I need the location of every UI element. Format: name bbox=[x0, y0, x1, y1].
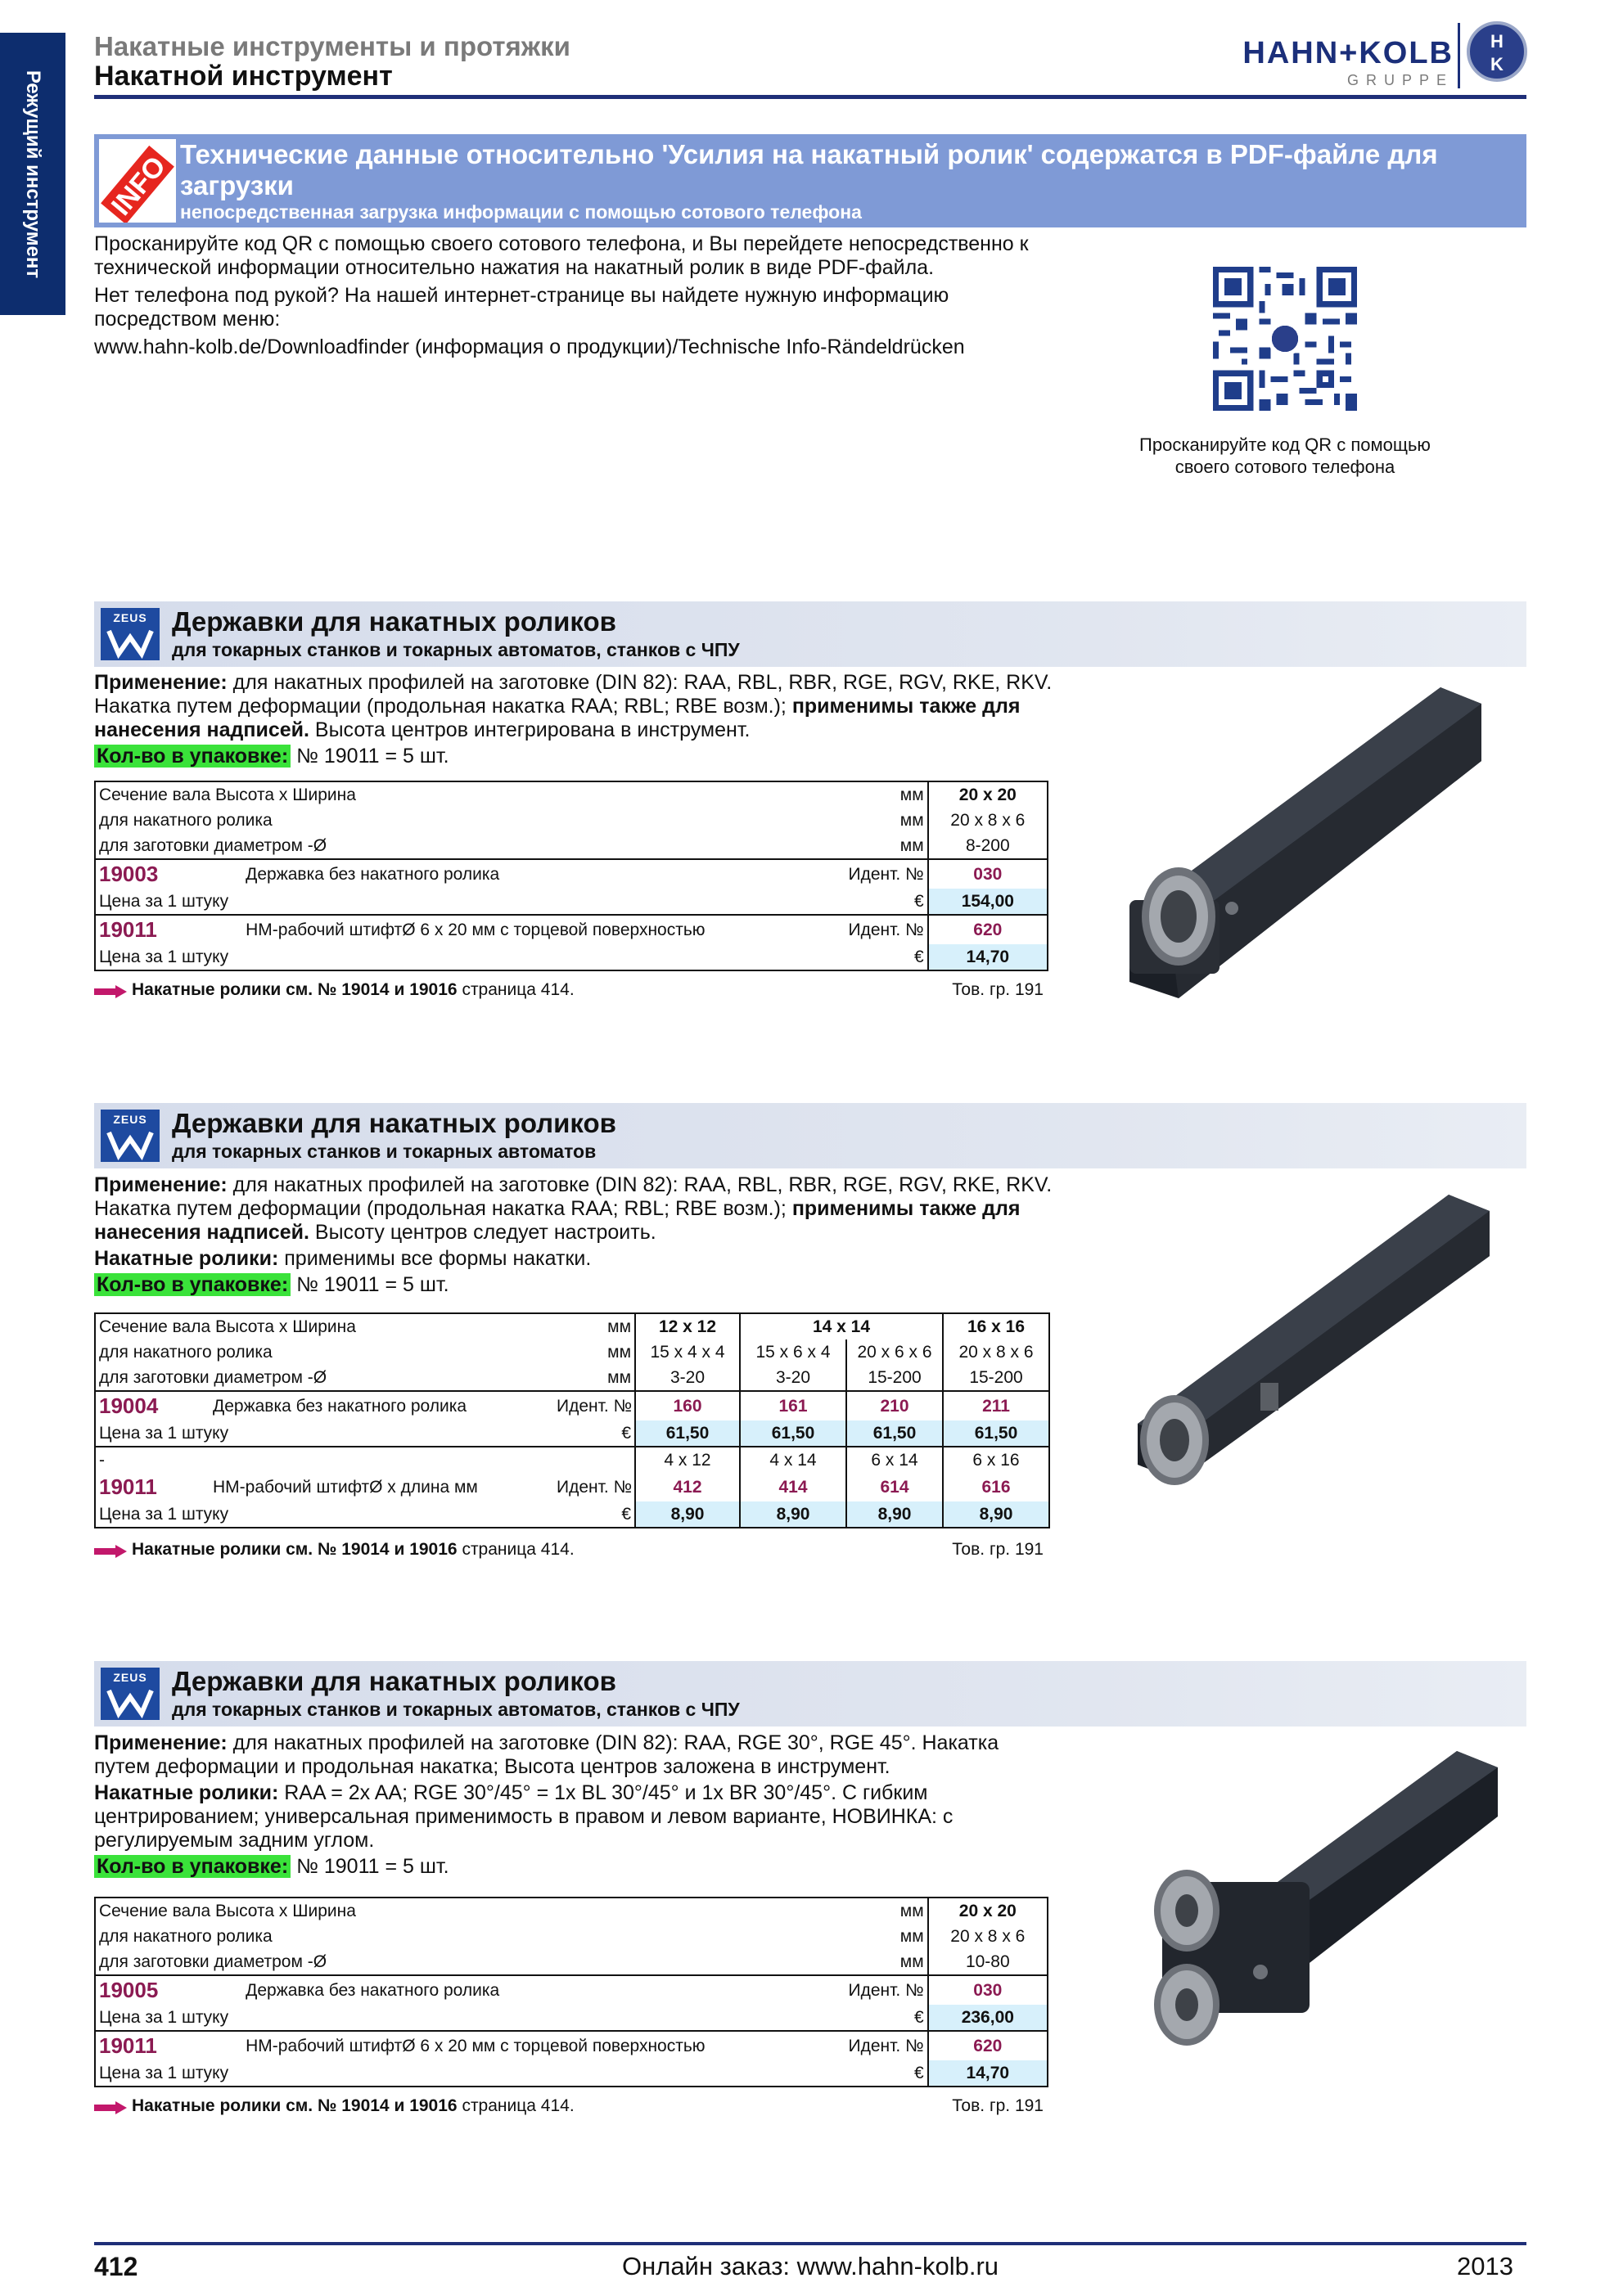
knurling-tool-image bbox=[1105, 1178, 1498, 1489]
pack-label: Кол-во в упаковке: bbox=[94, 1273, 291, 1296]
price-value: 8,90 bbox=[846, 1501, 943, 1528]
section-subtitle: для токарных станков и токарных автоматов bbox=[172, 1141, 597, 1162]
pack-text: № 19011 = 5 шт. bbox=[296, 745, 449, 768]
product-group: Тов. гр. 191 bbox=[952, 1540, 1044, 1559]
spec-value: 15 x 4 x 4 bbox=[635, 1339, 740, 1365]
pack-text: № 19011 = 5 шт. bbox=[296, 1273, 449, 1296]
application-text: для накатных профилей на заготовке (DIN 82): RAA, RBL, RBR, RGE, RGV, RKE, RKV. Накатка путем деформации (продольная накатка RAA; RBL; RBE возм.); bbox=[94, 671, 1053, 718]
section-header bbox=[94, 1661, 1526, 1727]
info-url[interactable]: www.hahn-kolb.de/Downloadfinder (информация о продукции)/Technische Info-Rändeldrücken bbox=[94, 335, 965, 358]
spec-value: 3-20 bbox=[635, 1365, 740, 1391]
brand-logo bbox=[1228, 18, 1531, 92]
info-banner bbox=[94, 134, 1526, 227]
ident-label: Идент. № bbox=[841, 915, 928, 944]
pack-label: Кол-во в упаковке: bbox=[94, 745, 291, 768]
section-header bbox=[94, 1103, 1526, 1168]
spec-value: 20 x 8 x 6 bbox=[943, 1339, 1049, 1365]
application-label: Применение: bbox=[94, 1173, 228, 1196]
rollers-label: Накатные ролики: bbox=[94, 1781, 279, 1804]
spec-value: 20 x 8 x 6 bbox=[928, 1924, 1048, 1949]
arrow-right-icon bbox=[94, 1545, 127, 1558]
ident-number[interactable]: 210 bbox=[846, 1391, 943, 1420]
note-text: Накатные ролики см. № 19014 и 19016 bbox=[132, 2096, 458, 2115]
ident-number[interactable]: 161 bbox=[740, 1391, 846, 1420]
article-description: Державка без накатного ролика bbox=[242, 859, 841, 889]
note-page: страница 414. bbox=[462, 1540, 575, 1559]
spec-label: для заготовки диаметром -Ø bbox=[99, 835, 327, 855]
cross-reference-note[interactable] bbox=[94, 1540, 1044, 1563]
cross-reference-note[interactable] bbox=[94, 2096, 1044, 2119]
spec-label: Сечение вала Высота x Ширина bbox=[99, 785, 356, 804]
price-label: Цена за 1 штуку bbox=[99, 1504, 229, 1524]
section-header bbox=[94, 601, 1526, 667]
note-page: страница 414. bbox=[462, 980, 575, 999]
cross-reference-note[interactable] bbox=[94, 980, 1044, 1003]
spec-label: Сечение вала Высота x Ширина bbox=[99, 1317, 356, 1336]
zeus-logo-text: ZEUS bbox=[113, 611, 147, 624]
rollers-text: применимы все формы накатки. bbox=[284, 1247, 592, 1270]
spec-value: 12 x 12 bbox=[635, 1313, 740, 1339]
spec-label: Сечение вала Высота x Ширина bbox=[99, 1901, 356, 1920]
section-description bbox=[94, 1173, 1060, 1299]
article-description: HM-рабочий штифтØ 6 x 20 мм с торцевой поверхностью bbox=[242, 2031, 841, 2060]
product-group: Тов. гр. 191 bbox=[952, 980, 1044, 999]
info-body bbox=[94, 232, 1060, 363]
article-description: Державка без накатного ролика bbox=[210, 1391, 553, 1420]
logo-wordmark: HAHN+KOLB bbox=[1242, 36, 1454, 70]
price-value: 61,50 bbox=[943, 1420, 1049, 1447]
ident-label: Идент. № bbox=[841, 859, 928, 889]
article-number[interactable]: 19005 bbox=[95, 1975, 242, 2005]
article-description: HM-рабочий штифтØ 6 x 20 мм с торцевой поверхностью bbox=[242, 915, 841, 944]
page-number: 412 bbox=[94, 2252, 138, 2281]
note-text: Накатные ролики см. № 19014 и 19016 bbox=[132, 980, 458, 999]
spec-value: 20 x 20 bbox=[928, 1898, 1048, 1924]
price-label: Цена за 1 штуку bbox=[99, 1423, 229, 1443]
size-value: 4 x 14 bbox=[740, 1447, 846, 1473]
section-title: Державки для накатных роликов bbox=[172, 606, 616, 637]
ident-number[interactable]: 030 bbox=[928, 1975, 1048, 2005]
info-badge-text: INFO bbox=[105, 150, 173, 222]
price-value: 14,70 bbox=[928, 2060, 1048, 2087]
info-paragraph: Просканируйте код QR с помощью своего сотового телефона, и Вы перейдете непосредственно к технической информации относительно нажатия на накатный ролик в виде PDF-файла. bbox=[94, 232, 1029, 279]
spec-value: 15 x 6 x 4 bbox=[740, 1339, 846, 1365]
zeus-logo-text: ZEUS bbox=[113, 1671, 147, 1684]
size-row-label: - bbox=[95, 1447, 635, 1473]
application-bold: применимы также для нанесения надписей. bbox=[94, 1197, 1021, 1244]
rollers-label: Накатные ролики: bbox=[94, 1247, 279, 1270]
article-number[interactable]: 19004 bbox=[95, 1391, 210, 1420]
knurling-tool-image bbox=[1097, 1727, 1506, 2070]
article-number[interactable]: 19011 bbox=[99, 1474, 157, 1499]
unit: мм bbox=[607, 1342, 631, 1362]
zeus-logo-icon bbox=[101, 1668, 160, 1720]
article-description: HM-рабочий штифтØ x длина мм bbox=[213, 1477, 478, 1497]
spec-label: для накатного ролика bbox=[99, 1926, 273, 1946]
price-value: 8,90 bbox=[943, 1501, 1049, 1528]
ident-number[interactable]: 614 bbox=[846, 1473, 943, 1501]
application-tail: Высоту центров следует настроить. bbox=[314, 1221, 656, 1244]
online-order-link[interactable]: Онлайн заказ: www.hahn-kolb.ru bbox=[622, 2252, 999, 2280]
application-text: для накатных профилей на заготовке (DIN 82): RAA, RBL, RBR, RGE, RGV, RKE, RKV. Накатка путем деформации (продольная накатка RAA; RBL; RBE возм.); bbox=[94, 1173, 1053, 1220]
currency: € bbox=[913, 891, 924, 911]
price-value: 61,50 bbox=[846, 1420, 943, 1447]
section-title: Державки для накатных роликов bbox=[172, 1108, 616, 1138]
spec-value: 14 x 14 bbox=[740, 1313, 943, 1339]
spec-value: 16 x 16 bbox=[943, 1313, 1049, 1339]
logo-divider bbox=[1458, 23, 1460, 88]
zeus-logo-icon bbox=[101, 1110, 160, 1162]
size-value: 6 x 14 bbox=[846, 1447, 943, 1473]
spec-value: 3-20 bbox=[740, 1365, 846, 1391]
spec-value: 8-200 bbox=[928, 833, 1048, 859]
section-subtitle: для токарных станков и токарных автоматов, станков с ЧПУ bbox=[172, 1699, 740, 1720]
logo-seal-top: H bbox=[1490, 31, 1504, 52]
price-label: Цена за 1 штуку bbox=[99, 947, 229, 966]
product-group: Тов. гр. 191 bbox=[952, 2096, 1044, 2115]
knurling-tool-image bbox=[1089, 671, 1498, 998]
price-value: 8,90 bbox=[635, 1501, 740, 1528]
application-bold: применимы также для нанесения надписей. bbox=[94, 695, 1021, 741]
ident-label: Идент. № bbox=[553, 1391, 635, 1420]
side-tab bbox=[0, 33, 65, 315]
info-title: Технические данные относительно 'Усилия на накатный ролик' содержатся в PDF-файле для загрузки bbox=[180, 139, 1438, 200]
note-page: страница 414. bbox=[462, 2096, 575, 2115]
ident-label: Идент. № bbox=[557, 1477, 633, 1497]
ident-number[interactable]: 211 bbox=[943, 1391, 1049, 1420]
article-number[interactable]: 19011 bbox=[95, 2031, 242, 2060]
currency: € bbox=[913, 2007, 924, 2027]
ident-number[interactable]: 414 bbox=[740, 1473, 846, 1501]
price-label: Цена за 1 штуку bbox=[99, 2007, 229, 2027]
price-value: 8,90 bbox=[740, 1501, 846, 1528]
zeus-logo-icon bbox=[101, 608, 160, 660]
spec-value: 15-200 bbox=[846, 1365, 943, 1391]
ident-number[interactable]: 160 bbox=[635, 1391, 740, 1420]
spec-value: 15-200 bbox=[943, 1365, 1049, 1391]
spec-label: для накатного ролика bbox=[99, 810, 273, 830]
spec-label: для накатного ролика bbox=[99, 1342, 273, 1362]
spec-value: 10-80 bbox=[928, 1949, 1048, 1975]
spec-label: для заготовки диаметром -Ø bbox=[99, 1952, 327, 1971]
application-label: Применение: bbox=[94, 671, 228, 694]
application-label: Применение: bbox=[94, 1731, 228, 1754]
unit: мм bbox=[899, 835, 924, 855]
info-badge-icon bbox=[99, 139, 176, 223]
header-category: Накатные инструменты и протяжки bbox=[94, 31, 570, 61]
info-subtitle: непосредственная загрузка информации с помощью сотового телефона bbox=[180, 201, 862, 223]
section-description bbox=[94, 1731, 1060, 1881]
unit: мм bbox=[607, 1367, 631, 1387]
size-value: 6 x 16 bbox=[943, 1447, 1049, 1473]
spec-value: 20 x 20 bbox=[928, 781, 1048, 808]
info-paragraph: Нет телефона под рукой? На нашей интернет-странице вы найдете нужную информацию посредством меню: bbox=[94, 284, 949, 331]
product-table bbox=[94, 781, 1048, 971]
price-value: 14,70 bbox=[928, 944, 1048, 970]
ident-number[interactable]: 616 bbox=[943, 1473, 1049, 1501]
section-subtitle: для токарных станков и токарных автоматов, станков с ЧПУ bbox=[172, 639, 740, 660]
application-text: для накатных профилей на заготовке (DIN 82): RAA, RGE 30°, RGE 45°. Накатка путем деформации и продольная накатка; Высота центров заложена в инструмент. bbox=[94, 1731, 999, 1778]
side-tab-label: Режущий инструмент bbox=[22, 70, 44, 278]
arrow-right-icon bbox=[94, 985, 127, 998]
catalog-year: 2013 bbox=[1457, 2252, 1513, 2280]
unit: мм bbox=[899, 810, 924, 830]
note-text: Накатные ролики см. № 19014 и 19016 bbox=[132, 1540, 458, 1559]
price-value: 61,50 bbox=[635, 1420, 740, 1447]
spec-value: 20 x 6 x 6 bbox=[846, 1339, 943, 1365]
logo-subtitle: GRUPPE bbox=[1346, 72, 1454, 88]
ident-number[interactable]: 412 bbox=[635, 1473, 740, 1501]
ident-number[interactable]: 620 bbox=[928, 2031, 1048, 2060]
spec-value: 20 x 8 x 6 bbox=[928, 808, 1048, 833]
header-divider bbox=[94, 95, 1526, 99]
currency: € bbox=[913, 947, 924, 966]
ident-label: Идент. № bbox=[841, 2031, 928, 2060]
unit: мм bbox=[899, 1901, 924, 1920]
arrow-right-icon bbox=[94, 2101, 127, 2114]
section-description bbox=[94, 671, 1060, 771]
footer-divider bbox=[94, 2242, 1526, 2245]
currency: € bbox=[621, 1504, 631, 1524]
unit: мм bbox=[899, 1952, 924, 1971]
product-table bbox=[94, 1897, 1048, 2087]
spec-label: для заготовки диаметром -Ø bbox=[99, 1367, 327, 1387]
currency: € bbox=[621, 1423, 631, 1443]
price-value: 154,00 bbox=[928, 889, 1048, 915]
pack-text: № 19011 = 5 шт. bbox=[296, 1855, 449, 1878]
logo-seal-icon bbox=[1467, 21, 1527, 82]
article-number[interactable]: 19003 bbox=[95, 859, 242, 889]
currency: € bbox=[913, 2063, 924, 2082]
logo-seal-bottom: K bbox=[1490, 54, 1504, 74]
article-description: Державка без накатного ролика bbox=[242, 1975, 841, 2005]
price-label: Цена за 1 штуку bbox=[99, 891, 229, 911]
rollers-text: RAA = 2x AA; RGE 30°/45° = 1x BL 30°/45° и 1x BR 30°/45°. С гибким центрированием; универсальная применимость в правом и левом варианте, НОВИНКА: с регулируемым задним углом. bbox=[94, 1781, 954, 1852]
application-tail: Высота центров интегрирована в инструмент. bbox=[314, 718, 751, 741]
qr-code[interactable] bbox=[1213, 267, 1357, 411]
product-table bbox=[94, 1312, 1050, 1528]
unit: мм bbox=[899, 785, 924, 804]
article-number[interactable]: 19011 bbox=[95, 915, 242, 944]
section-title: Державки для накатных роликов bbox=[172, 1666, 616, 1696]
ident-number[interactable]: 620 bbox=[928, 915, 1048, 944]
price-label: Цена за 1 штуку bbox=[99, 2063, 229, 2082]
unit: мм bbox=[899, 1926, 924, 1946]
zeus-logo-text: ZEUS bbox=[113, 1113, 147, 1126]
unit: мм bbox=[607, 1317, 631, 1336]
ident-label: Идент. № bbox=[841, 1975, 928, 2005]
qr-caption: Просканируйте код QR с помощью своего сотового телефона bbox=[1139, 434, 1431, 477]
pack-label: Кол-во в упаковке: bbox=[94, 1855, 291, 1878]
size-value: 4 x 12 bbox=[635, 1447, 740, 1473]
price-value: 61,50 bbox=[740, 1420, 846, 1447]
price-value: 236,00 bbox=[928, 2005, 1048, 2031]
ident-number[interactable]: 030 bbox=[928, 859, 1048, 889]
page-title: Накатной инструмент bbox=[94, 61, 393, 92]
